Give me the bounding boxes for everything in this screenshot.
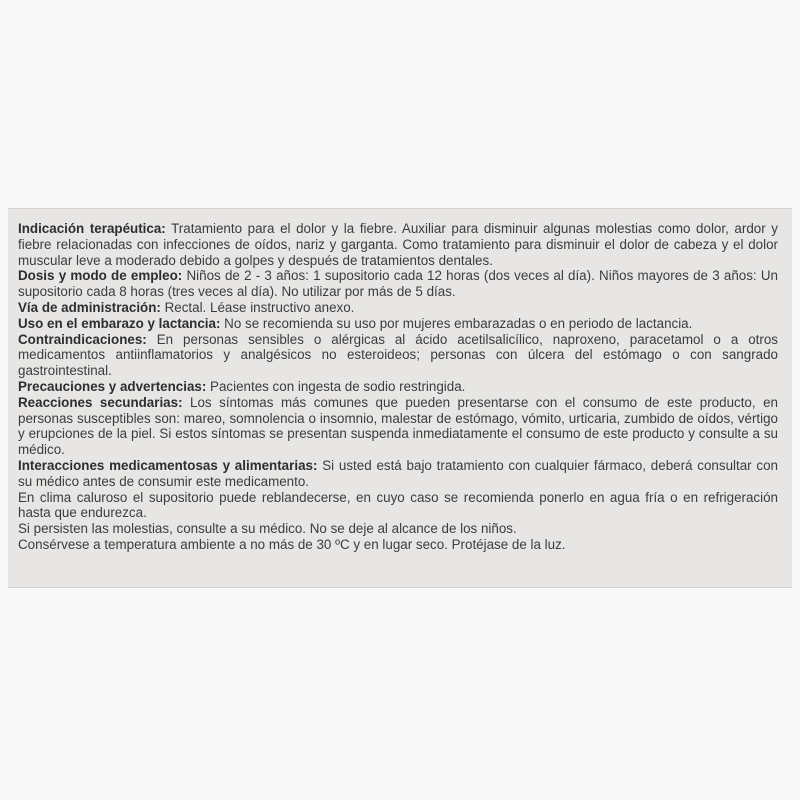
section-label: Precauciones y advertencias: xyxy=(18,378,207,394)
section-label: Vía de administración: xyxy=(18,299,161,315)
section-label: Uso en el embarazo y lactancia: xyxy=(18,315,221,331)
section-text: En personas sensibles o alérgicas al ácido acetilsalicílico, naproxeno, paracetamol o a otros medicamentos antiinflamatorios y analgésicos no esteroideos; personas con úlcera del estómago o con sangrado gastrointestinal. xyxy=(18,331,778,379)
section-text: No se recomienda su uso por mujeres embarazadas o en periodo de lactancia. xyxy=(220,315,693,331)
section-text: Si usted está bajo tratamiento con cualquier fármaco, deberá consultar con su médico antes de consumir este medicamento. xyxy=(18,457,778,489)
section-text: Rectal. Léase instructivo anexo. xyxy=(160,299,355,315)
note-storage-temperature: Consérvese a temperatura ambiente a no más de 30 ºC y en lugar seco. Protéjase de la luz. xyxy=(18,536,566,552)
section-label: Interacciones medicamentosas y alimentarias: xyxy=(18,457,318,473)
section-text: Pacientes con ingesta de sodio restringida. xyxy=(206,378,466,394)
section-text: Tratamiento para el dolor y la fiebre. Auxiliar para disminuir algunas molestias como dolor, ardor y fiebre relacionadas con infecciones de oídos, nariz y garganta. Como tratamiento para disminuir el dolor de cabeza y el dolor muscular leve a moderado debido a golpes y después de tratamientos dentales. xyxy=(18,221,778,268)
section-label: Dosis y modo de empleo: xyxy=(18,268,183,284)
note-storage-heat: En clima caluroso el supositorio puede reblandecerse, en cuyo caso se recomienda ponerlo en agua fría o en refrigeración hasta que endurezca. xyxy=(18,489,778,521)
section-text: Niños de 2 - 3 años: 1 supositorio cada 12 horas (dos veces al día). Niños mayores de 3 años: Un supositorio cada 8 horas (tres veces al día). No utilizar por más de 5 días. xyxy=(18,268,778,300)
section-administration-route xyxy=(18,300,778,316)
section-label: Indicación terapéutica: xyxy=(18,221,166,236)
section-contraindications xyxy=(18,332,778,379)
section-interactions xyxy=(18,458,778,490)
product-info-panel xyxy=(8,208,792,588)
section-label: Reacciones secundarias: xyxy=(18,394,183,410)
section-side-effects xyxy=(18,395,778,458)
section-label: Contraindicaciones: xyxy=(18,331,147,347)
section-dosage xyxy=(18,268,778,300)
section-precautions xyxy=(18,379,778,395)
section-text: Los síntomas más comunes que pueden presentarse con el consumo de este producto, en personas susceptibles son: mareo, somnolencia o insomnio, malestar de estómago, vómito, urticaria, zumbido de oídos, vértigo y erupciones de la piel. Si estos síntomas se presentan suspenda inmediatamente el consumo de este producto y consulte a su médico. xyxy=(18,394,778,458)
note-keep-away: Si persisten las molestias, consulte a su médico. No se deje al alcance de los niños. xyxy=(18,521,517,537)
section-therapeutic-indication xyxy=(18,221,778,268)
section-pregnancy-lactation xyxy=(18,316,778,332)
